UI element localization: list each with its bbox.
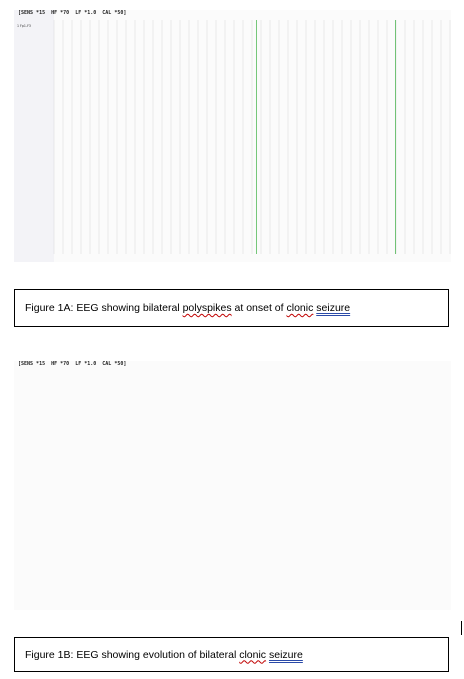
eeg-header-1b: [SENS *15 HF *70 LF *1.0 CAL *50]	[18, 361, 127, 367]
caption-figure-1a	[14, 289, 449, 327]
caption-run: polyspikes	[182, 302, 232, 314]
caption-run: at onset of	[231, 302, 287, 314]
channel-label: 1 Fp1-F3	[17, 24, 31, 29]
caption-run: Figure 1A: EEG showing bilateral	[25, 302, 183, 314]
caption-text	[25, 649, 303, 661]
eeg-figure-1b	[14, 361, 451, 610]
caption-figure-1b	[14, 637, 449, 672]
text-cursor	[461, 621, 462, 635]
eeg-traces-1b	[14, 361, 451, 610]
caption-run: Figure 1B: EEG showing evolution of bilateral	[25, 648, 240, 661]
caption-run: clonic	[239, 648, 267, 661]
eeg-figure-1a	[14, 10, 451, 262]
caption-run: seizure	[268, 648, 303, 661]
caption-run: clonic	[286, 302, 314, 314]
caption-text	[25, 302, 350, 314]
channel-label-column	[14, 10, 54, 262]
eeg-traces-1a	[14, 10, 451, 262]
caption-run: seizure	[316, 302, 351, 314]
eeg-header-1a: [SENS *15 HF *70 LF *1.0 CAL *50]	[18, 10, 127, 16]
